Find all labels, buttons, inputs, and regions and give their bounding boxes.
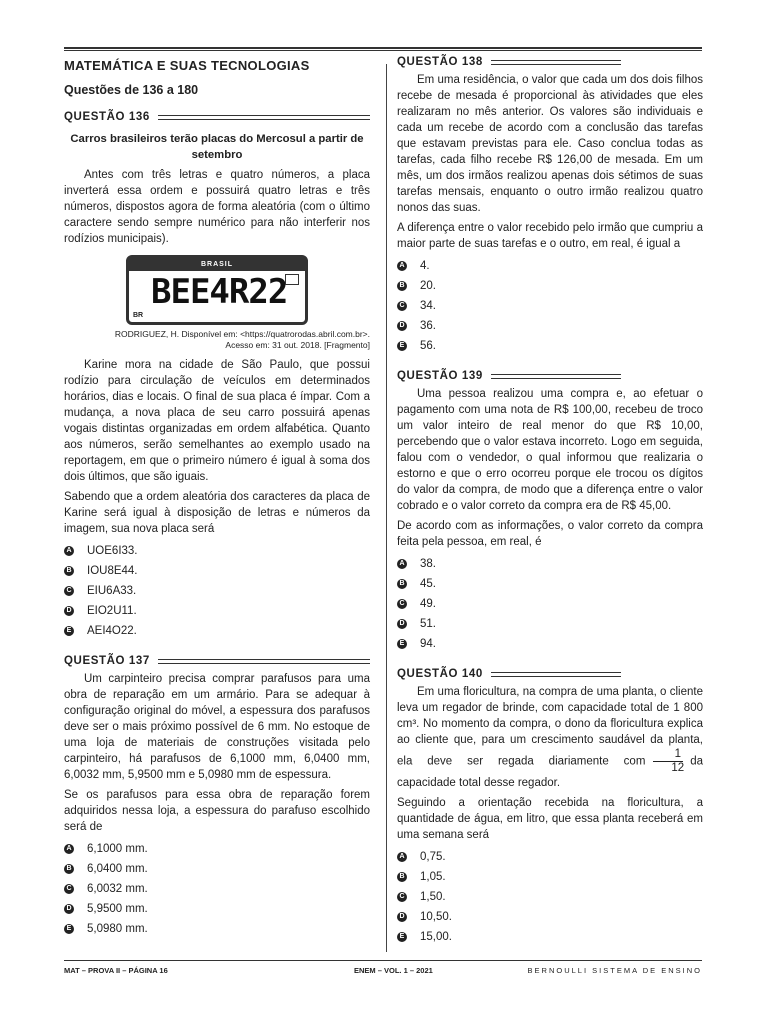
option-d[interactable] <box>64 601 370 621</box>
question-136-label: QUESTÃO 136 <box>64 111 150 123</box>
option-text: 49. <box>420 598 436 610</box>
option-letter-icon: D <box>397 321 407 331</box>
option-letter-icon: E <box>397 639 407 649</box>
question-137-options <box>64 839 370 939</box>
option-text: 38. <box>420 558 436 570</box>
option-text: EIO2U11. <box>87 605 137 617</box>
header-lines <box>158 659 370 664</box>
option-text: 56. <box>420 340 436 352</box>
question-140-text-1a: Em uma floricultura, na compra de uma planta, o cliente leva um regador de brinde, com capacidade total de 1 800 cm³. No momento da compra, o dono da floricultura explica ao cliente que, para um crescimento saudável da planta, ela deve ser regada diariamente com <box>397 686 703 768</box>
option-d[interactable] <box>397 316 703 336</box>
header-lines <box>491 374 621 379</box>
footer-center: ENEM – VOL. 1 – 2021 <box>354 966 433 975</box>
option-letter-icon: E <box>64 626 74 636</box>
option-c[interactable] <box>64 581 370 601</box>
question-136-prompt: Sabendo que a ordem aleatória dos caracteres da placa de Karine será igual à disposição de letras e números da imagem, sua nova placa será <box>64 491 370 535</box>
question-136-title: Carros brasileiros terão placas do Mercosul a partir de setembro <box>70 133 364 161</box>
question-139-label: QUESTÃO 139 <box>397 370 483 382</box>
option-letter-icon: E <box>64 924 74 934</box>
question-140-prompt: Seguindo a orientação recebida na floricultura, a quantidade de água, em litro, que essa planta receberá em uma semana será <box>397 797 703 841</box>
footer-rule <box>64 960 702 961</box>
option-letter-icon: C <box>64 586 74 596</box>
option-letter-icon: A <box>397 261 407 271</box>
option-b[interactable] <box>397 867 703 887</box>
option-e[interactable] <box>397 634 703 654</box>
question-136-text-2: Karine mora na cidade de São Paulo, que possui rodízio para circulação de veículos em determinados horários, dias e locais. O final de sua placa é ímpar. Com a mudança, a nova placa de seu carro possuirá apenas vogais distintas organizadas em ordem alfabética. Quanto aos números, serão semelhantes ao exemplo usado na reportagem, em que o primeiro número é igual à soma dos dois últimos, que são iguais. <box>64 359 370 483</box>
question-138-label: QUESTÃO 138 <box>397 56 483 68</box>
question-136-options <box>64 541 370 641</box>
option-text: 0,75. <box>420 851 446 863</box>
right-column <box>397 56 703 947</box>
section-title: MATEMÁTICA E SUAS TECNOLOGIAS <box>64 58 310 73</box>
option-letter-icon: D <box>397 619 407 629</box>
option-text: 6,1000 mm. <box>87 843 148 855</box>
option-letter-icon: B <box>397 579 407 589</box>
option-text: 15,00. <box>420 931 452 943</box>
option-d[interactable] <box>397 614 703 634</box>
fraction <box>651 748 684 775</box>
flag-icon <box>285 274 299 285</box>
option-b[interactable] <box>397 276 703 296</box>
header-lines <box>158 115 370 120</box>
footer-right: BERNOULLI SISTEMA DE ENSINO <box>527 966 702 975</box>
option-text: 1,05. <box>420 871 446 883</box>
option-e[interactable] <box>64 919 370 939</box>
question-136-header <box>64 111 370 123</box>
question-138-options <box>397 256 703 356</box>
citation <box>64 329 370 351</box>
option-text: 45. <box>420 578 436 590</box>
plate-band: BRASIL <box>129 258 305 271</box>
question-139-options <box>397 554 703 654</box>
license-plate <box>126 255 308 325</box>
column-divider <box>386 64 387 952</box>
question-140-text-1b: da capacidade total desse regador. <box>397 755 703 789</box>
option-letter-icon: B <box>397 872 407 882</box>
question-138-prompt: A diferença entre o valor recebido pelo irmão que cumpriu a maior parte de suas tarefas e o outro, em real, é igual a <box>397 222 703 250</box>
option-letter-icon: A <box>64 844 74 854</box>
option-e[interactable] <box>397 927 703 947</box>
option-letter-icon: C <box>397 892 407 902</box>
question-140-label: QUESTÃO 140 <box>397 668 483 680</box>
option-c[interactable] <box>397 296 703 316</box>
question-138-header <box>397 56 703 68</box>
option-letter-icon: C <box>397 599 407 609</box>
option-letter-icon: B <box>64 864 74 874</box>
question-139-text-1: Uma pessoa realizou uma compra e, ao efetuar o pagamento com uma nota de R$ 100,00, recebeu de troco um valor inteiro de real menor do que R$ 10,00, percebendo que o valor estava incorreto. Logo em seguida, falou com o vendedor, o qual informou que realizaria o estorno e que o erro ocorreu porque ele trocou os dígitos do valor da compra, de modo que a diferença entre o valor cobrado e o valor correto da compra era de R$ 45,00. <box>397 388 703 512</box>
option-text: 1,50. <box>420 891 446 903</box>
section-subtitle: Questões de 136 a 180 <box>64 83 199 97</box>
question-137-header <box>64 655 370 667</box>
question-136-text-1: Antes com três letras e quatro números, a placa inverterá essa ordem e possuirá quatro letras e três números, dispostos agora de forma aleatória (com o último caractere sendo sempre numérico para não interferir nos rodízios municipais). <box>64 169 370 245</box>
footer-left: MAT – PROVA II – PÁGINA 16 <box>64 966 168 975</box>
option-c[interactable] <box>397 594 703 614</box>
option-text: 34. <box>420 300 436 312</box>
option-a[interactable] <box>397 256 703 276</box>
option-text: 6,0032 mm. <box>87 883 148 895</box>
question-140-header <box>397 668 703 680</box>
question-139-prompt: De acordo com as informações, o valor correto da compra feita pela pessoa, em real, é <box>397 520 703 548</box>
option-text: 4. <box>420 260 430 272</box>
option-text: 51. <box>420 618 436 630</box>
fraction-denominator: 12 <box>671 762 685 774</box>
left-column <box>64 58 370 939</box>
option-letter-icon: B <box>64 566 74 576</box>
option-a[interactable] <box>64 541 370 561</box>
option-c[interactable] <box>397 887 703 907</box>
option-letter-icon: E <box>397 932 407 942</box>
option-text: IOU8E44. <box>87 565 138 577</box>
header-lines <box>491 672 621 677</box>
question-137-label: QUESTÃO 137 <box>64 655 150 667</box>
option-b[interactable] <box>397 574 703 594</box>
option-e[interactable] <box>64 621 370 641</box>
question-137-prompt: Se os parafusos para essa obra de reparação forem adquiridos nessa loja, a espessura do parafuso escolhido será de <box>64 789 370 833</box>
option-text: 10,50. <box>420 911 452 923</box>
option-b[interactable] <box>64 859 370 879</box>
option-text: 94. <box>420 638 436 650</box>
option-d[interactable] <box>64 899 370 919</box>
option-letter-icon: A <box>397 559 407 569</box>
option-letter-icon: A <box>64 546 74 556</box>
top-rule <box>64 47 702 51</box>
option-letter-icon: A <box>397 852 407 862</box>
plate-country: BR <box>133 312 144 319</box>
question-138-text-1: Em uma residência, o valor que cada um dos dois filhos recebe de mesada é proporcional às atividades que eles realizaram no mês anterior. Os valores são individuais e cada um recebe de acordo com a conclusão das tarefas que estavam previstas para ele. Caso conclua todas as tarefas, cada filho recebe R$ 126,00 de mesada. Em um mês, um dos irmãos realizou apenas dois sétimos de suas tarefas mensais, enquanto o outro irmão realizou quatro nonos das suas. <box>397 74 703 214</box>
option-text: AEI4O22. <box>87 625 137 637</box>
citation-line-2: Acesso em: 31 out. 2018. [Fragmento] <box>225 340 370 350</box>
option-text: 6,0400 mm. <box>87 863 148 875</box>
question-140-text-1 <box>397 684 703 791</box>
question-139-header <box>397 370 703 382</box>
question-140-options <box>397 847 703 947</box>
option-letter-icon: B <box>397 281 407 291</box>
option-text: 20. <box>420 280 436 292</box>
option-letter-icon: D <box>397 912 407 922</box>
option-c[interactable] <box>64 879 370 899</box>
question-137-text-1: Um carpinteiro precisa comprar parafusos para uma obra de reparação em um armário. Para se adequar à configuração original do móvel, a espessura dos parafusos deve ser o mais próximo possível de 6 mm. No estoque de uma loja de materiais de construções visitada pelo carpinteiro, há parafusos de 6,1000 mm, 6,0400 mm, 6,0032 mm, 5,9500 mm e 5,0980 mm de espessura. <box>64 673 370 781</box>
option-a[interactable] <box>397 554 703 574</box>
option-letter-icon: C <box>397 301 407 311</box>
option-d[interactable] <box>397 907 703 927</box>
option-text: 5,9500 mm. <box>87 903 148 915</box>
option-text: UOE6I33. <box>87 545 138 557</box>
option-text: 36. <box>420 320 436 332</box>
option-a[interactable] <box>397 847 703 867</box>
option-letter-icon: D <box>64 904 74 914</box>
option-letter-icon: E <box>397 341 407 351</box>
fraction-numerator: 1 <box>653 748 683 762</box>
option-text: EIU6A33. <box>87 585 137 597</box>
license-plate-figure <box>64 255 370 325</box>
option-letter-icon: C <box>64 884 74 894</box>
citation-line-1: RODRIGUEZ, H. Disponível em: <https://quatrorodas.abril.com.br>. <box>114 329 370 339</box>
option-e[interactable] <box>397 336 703 356</box>
header-lines <box>491 60 621 65</box>
option-a[interactable] <box>64 839 370 859</box>
page-footer <box>64 966 702 975</box>
option-text: 5,0980 mm. <box>87 923 148 935</box>
option-b[interactable] <box>64 561 370 581</box>
plate-number: BEE4R22 <box>151 272 288 312</box>
option-letter-icon: D <box>64 606 74 616</box>
